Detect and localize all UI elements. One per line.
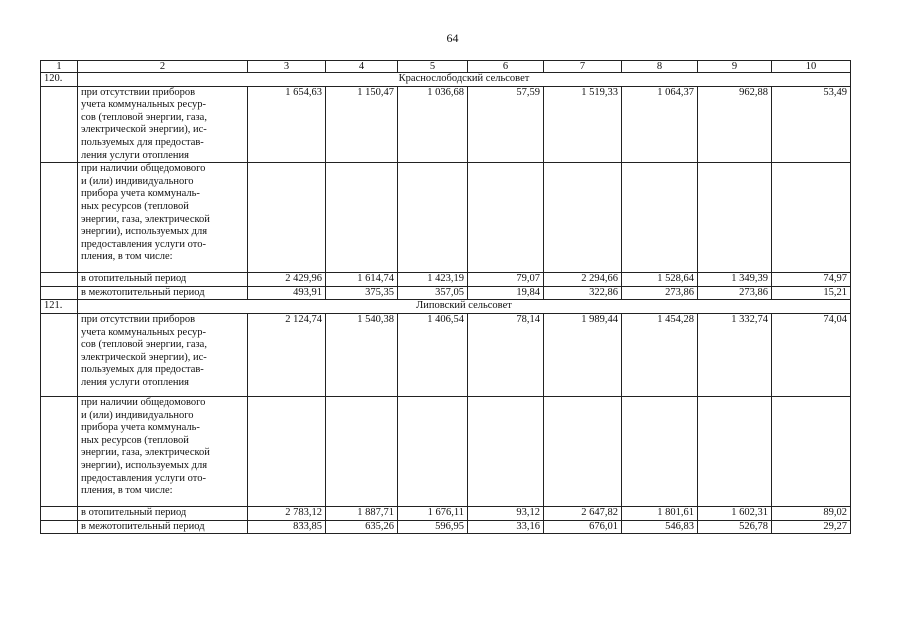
empty-cell [772,163,851,273]
value-cell: 1 614,74 [326,273,398,287]
value-cell: 273,86 [622,286,698,300]
value-cell: 2 647,82 [544,506,622,520]
section-index: 120. [41,73,78,87]
heating-row [41,273,851,287]
value-cell: 526,78 [698,520,772,534]
header-cell: 1 [41,61,78,73]
empty-cell [698,396,772,506]
index-cell [41,163,78,273]
value-cell: 1 406,54 [398,313,468,396]
header-cell: 3 [248,61,326,73]
row-label: в межотопительный период [78,520,248,534]
index-cell [41,506,78,520]
value-cell: 2 294,66 [544,273,622,287]
row-label: в межотопительный период [78,286,248,300]
empty-cell [326,163,398,273]
empty-cell [622,396,698,506]
header-cell: 7 [544,61,622,73]
value-cell: 493,91 [248,286,326,300]
empty-cell [544,163,622,273]
section-name: Краснослободский сельсовет [78,73,851,87]
header-row [41,61,851,73]
value-cell: 79,07 [468,273,544,287]
tariff-table [40,60,851,534]
presence-row [41,396,851,506]
value-cell: 57,59 [468,86,544,163]
row-label: при отсутствии приборов учета коммунальных ресур- сов (тепловой энергии, газа, электрической энергии), ис- пользуемых для предостав- ления услуги отопления [78,86,248,163]
value-cell: 1 423,19 [398,273,468,287]
empty-cell [698,163,772,273]
empty-cell [468,163,544,273]
header-cell: 4 [326,61,398,73]
value-cell: 322,86 [544,286,622,300]
empty-cell [398,396,468,506]
value-cell: 273,86 [698,286,772,300]
value-cell: 1 064,37 [622,86,698,163]
row-label: при наличии общедомового и (или) индивидуального прибора учета коммуналь- ных ресурсов (тепловой энергии, газа, электрической энергии), используемых для предоставления услуги ото- пления, в том числе: [78,163,248,273]
value-cell: 375,35 [326,286,398,300]
header-cell: 6 [468,61,544,73]
index-cell [41,396,78,506]
interheating-row [41,286,851,300]
row-label: при отсутствии приборов учета коммунальных ресур- сов (тепловой энергии, газа, электрической энергии), ис- пользуемых для предостав- ления услуги отопления [78,313,248,396]
value-cell: 78,14 [468,313,544,396]
value-cell: 1 150,47 [326,86,398,163]
value-cell: 15,21 [772,286,851,300]
value-cell: 1 887,71 [326,506,398,520]
index-cell [41,520,78,534]
section-title-row [41,73,851,87]
empty-cell [248,163,326,273]
header-cell: 8 [622,61,698,73]
header-cell: 9 [698,61,772,73]
value-cell: 33,16 [468,520,544,534]
value-cell: 1 454,28 [622,313,698,396]
interheating-row [41,520,851,534]
empty-cell [544,396,622,506]
value-cell: 29,27 [772,520,851,534]
header-cell: 5 [398,61,468,73]
section-index: 121. [41,300,78,314]
value-cell: 1 989,44 [544,313,622,396]
row-label: в отопительный период [78,506,248,520]
index-cell [41,286,78,300]
presence-row [41,163,851,273]
section-title-row [41,300,851,314]
heating-row [41,506,851,520]
empty-cell [248,396,326,506]
value-cell: 2 783,12 [248,506,326,520]
absence-row [41,313,851,396]
value-cell: 1 801,61 [622,506,698,520]
value-cell: 1 528,64 [622,273,698,287]
empty-cell [772,396,851,506]
value-cell: 546,83 [622,520,698,534]
row-label: в отопительный период [78,273,248,287]
value-cell: 357,05 [398,286,468,300]
value-cell: 1 540,38 [326,313,398,396]
value-cell: 19,84 [468,286,544,300]
value-cell: 833,85 [248,520,326,534]
value-cell: 596,95 [398,520,468,534]
empty-cell [622,163,698,273]
value-cell: 1 676,11 [398,506,468,520]
page-number: 64 [446,31,459,45]
value-cell: 676,01 [544,520,622,534]
header-cell: 10 [772,61,851,73]
index-cell [41,313,78,396]
value-cell: 1 602,31 [698,506,772,520]
row-label: при наличии общедомового и (или) индивидуального прибора учета коммуналь- ных ресурсов (тепловой энергии, газа, электрической энергии), используемых для предоставления услуги ото- пления, в том числе: [78,396,248,506]
value-cell: 53,49 [772,86,851,163]
value-cell: 1 654,63 [248,86,326,163]
empty-cell [468,396,544,506]
index-cell [41,86,78,163]
value-cell: 1 036,68 [398,86,468,163]
empty-cell [326,396,398,506]
value-cell: 89,02 [772,506,851,520]
value-cell: 1 332,74 [698,313,772,396]
value-cell: 93,12 [468,506,544,520]
value-cell: 962,88 [698,86,772,163]
value-cell: 2 124,74 [248,313,326,396]
value-cell: 1 519,33 [544,86,622,163]
value-cell: 2 429,96 [248,273,326,287]
value-cell: 1 349,39 [698,273,772,287]
value-cell: 74,04 [772,313,851,396]
section-name: Липовский сельсовет [78,300,851,314]
empty-cell [398,163,468,273]
value-cell: 635,26 [326,520,398,534]
value-cell: 74,97 [772,273,851,287]
absence-row [41,86,851,163]
header-cell: 2 [78,61,248,73]
index-cell [41,273,78,287]
